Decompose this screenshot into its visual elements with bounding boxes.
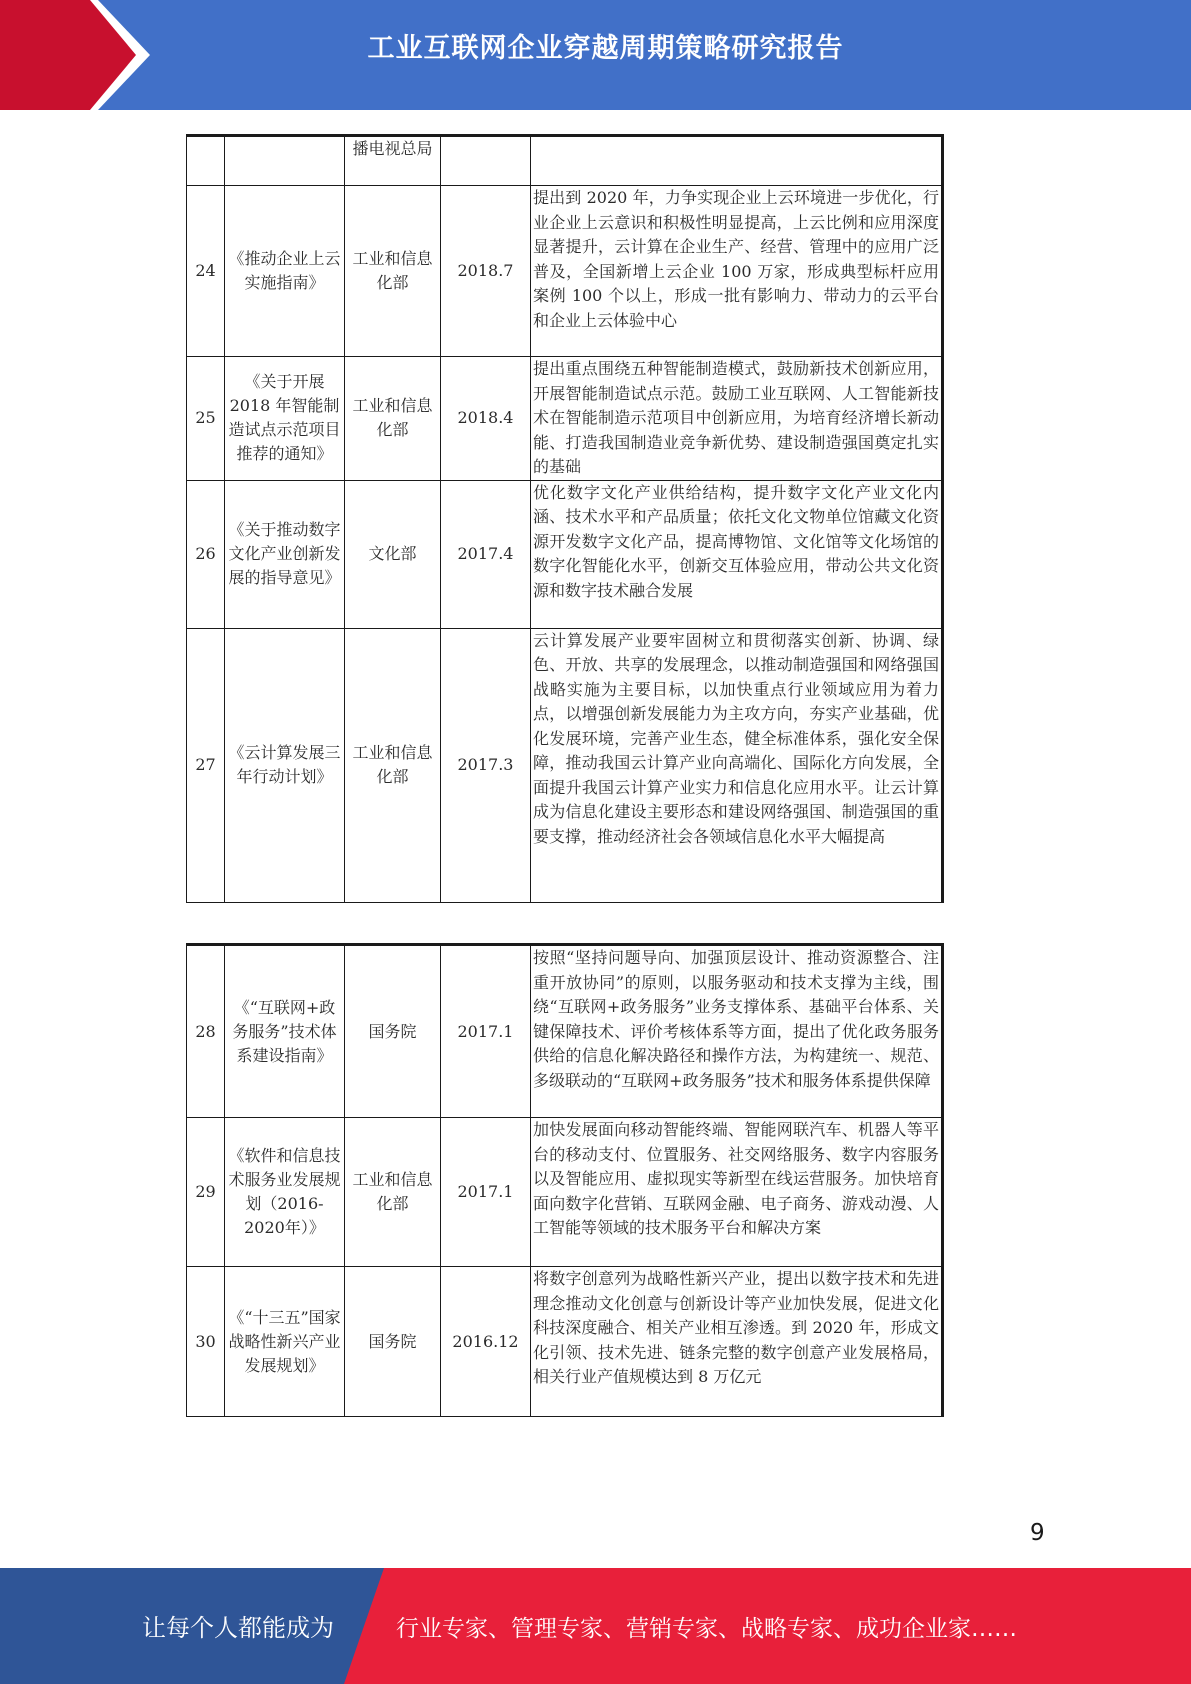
table-row [187, 357, 943, 481]
policy-name: 《“互联网+政务服务”技术体系建设指南》 [225, 945, 345, 1118]
issuing-department: 工业和信息化部 [345, 357, 441, 481]
policy-description: 按照“坚持问题导向、加强顶层设计、推动资源整合、注重开放协同”的原则，以服务驱动和技术支撑为主线，围绕“互联网+政务服务”业务支撑体系、基础平台体系、关键保障技术、评价考核体系等方面，提出了优化政务服务供给的信息化解决路径和操作方法，为构建统一、规范、多级联动的“互联网+政务服务”技术和服务体系提供保障 [531, 945, 943, 1118]
page-footer [0, 1568, 1191, 1684]
policy-name: 《软件和信息技术服务业发展规划（2016-2020年）》 [225, 1118, 345, 1267]
table-row [187, 480, 943, 628]
footer-slogan-left: 让每个人都能成为 [142, 1614, 334, 1642]
table-row [187, 186, 943, 357]
issuing-department: 工业和信息化部 [345, 628, 441, 902]
policy-name: 《推动企业上云实施指南》 [225, 186, 345, 357]
issuing-department: 国务院 [345, 1267, 441, 1417]
issuing-department: 文化部 [345, 480, 441, 628]
issue-date: 2016.12 [441, 1267, 531, 1417]
report-title: 工业互联网企业穿越周期策略研究报告 [367, 33, 844, 64]
policy-name: 《关于开展2018 年智能制造试点示范项目推荐的通知》 [225, 357, 345, 481]
issue-date [441, 136, 531, 186]
row-number: 24 [187, 186, 225, 357]
issuing-department: 工业和信息化部 [345, 1118, 441, 1267]
row-number: 29 [187, 1118, 225, 1267]
row-number: 25 [187, 357, 225, 481]
table-row [187, 136, 943, 186]
row-number: 28 [187, 945, 225, 1118]
row-number [187, 136, 225, 186]
issuing-department: 国务院 [345, 945, 441, 1118]
footer-slogan-right: 行业专家、管理专家、营销专家、战略专家、成功企业家…… [396, 1616, 1017, 1642]
issuing-department: 工业和信息化部 [345, 186, 441, 357]
table-row [187, 945, 943, 1118]
policy-description: 提出重点围绕五种智能制造模式，鼓励新技术创新应用，开展智能制造试点示范。鼓励工业互联网、人工智能新技术在智能制造示范项目中创新应用，为培育经济增长新动能、打造我国制造业竞争新优势、建设制造强国奠定扎实的基础 [531, 357, 943, 481]
issue-date: 2017.4 [441, 480, 531, 628]
row-number: 26 [187, 480, 225, 628]
policy-name: 《云计算发展三年行动计划》 [225, 628, 345, 902]
policy-description: 云计算发展产业要牢固树立和贯彻落实创新、协调、绿色、开放、共享的发展理念，以推动制造强国和网络强国战略实施为主要目标，以加快重点行业领域应用为着力点，以增强创新发展能力为主攻方向，夯实产业基础，优化发展环境，完善产业生态，健全标准体系，强化安全保障，推动我国云计算产业向高端化、国际化方向发展，全面提升我国云计算产业实力和信息化应用水平。让云计算成为信息化建设主要形态和建设网络强国、制造强国的重要支撑，推动经济社会各领域信息化水平大幅提高 [531, 628, 943, 902]
policy-table-part-2 [186, 943, 944, 1417]
row-number: 30 [187, 1267, 225, 1417]
page-header [0, 0, 1191, 110]
table-row [187, 628, 943, 902]
policy-description: 加快发展面向移动智能终端、智能网联汽车、机器人等平台的移动支付、位置服务、社交网络服务、数字内容服务以及智能应用、虚拟现实等新型在线运营服务。加快培育面向数字化营销、互联网金融、电子商务、游戏动漫、人工智能等领域的技术服务平台和解决方案 [531, 1118, 943, 1267]
row-number: 27 [187, 628, 225, 902]
table-row [187, 1118, 943, 1267]
policy-description: 优化数字文化产业供给结构，提升数字文化产业文化内涵、技术水平和产品质量；依托文化文物单位馆藏文化资源开发数字文化产品，提高博物馆、文化馆等文化场馆的数字化智能化水平，创新交互体验应用，带动公共文化资源和数字技术融合发展 [531, 480, 943, 628]
policy-name: 《关于推动数字文化产业创新发展的指导意见》 [225, 480, 345, 628]
issue-date: 2018.4 [441, 357, 531, 481]
page-number: 9 [1030, 1520, 1045, 1546]
issue-date: 2018.7 [441, 186, 531, 357]
issue-date: 2017.1 [441, 945, 531, 1118]
policy-name [225, 136, 345, 186]
policy-description: 提出到 2020 年，力争实现企业上云环境进一步优化，行业企业上云意识和积极性明显提高，上云比例和应用深度显著提升，云计算在企业生产、经营、管理中的应用广泛普及，全国新增上云企业 100 万家，形成典型标杆应用案例 100 个以上，形成一批有影响力、带动力的云平台和企业上云体验中心 [531, 186, 943, 357]
policy-description: 将数字创意列为战略性新兴产业，提出以数字技术和先进理念推动文化创意与创新设计等产业加快发展，促进文化科技深度融合、相关产业相互渗透。到 2020 年，形成文化引领、技术先进、链条完整的数字创意产业发展格局，相关行业产值规模达到 8 万亿元 [531, 1267, 943, 1417]
policy-description [531, 136, 943, 186]
table-row [187, 1267, 943, 1417]
policy-table-part-1 [186, 134, 944, 903]
issuing-department: 播电视总局 [345, 136, 441, 186]
issue-date: 2017.1 [441, 1118, 531, 1267]
issue-date: 2017.3 [441, 628, 531, 902]
policy-name: 《“十三五”国家战略性新兴产业发展规划》 [225, 1267, 345, 1417]
